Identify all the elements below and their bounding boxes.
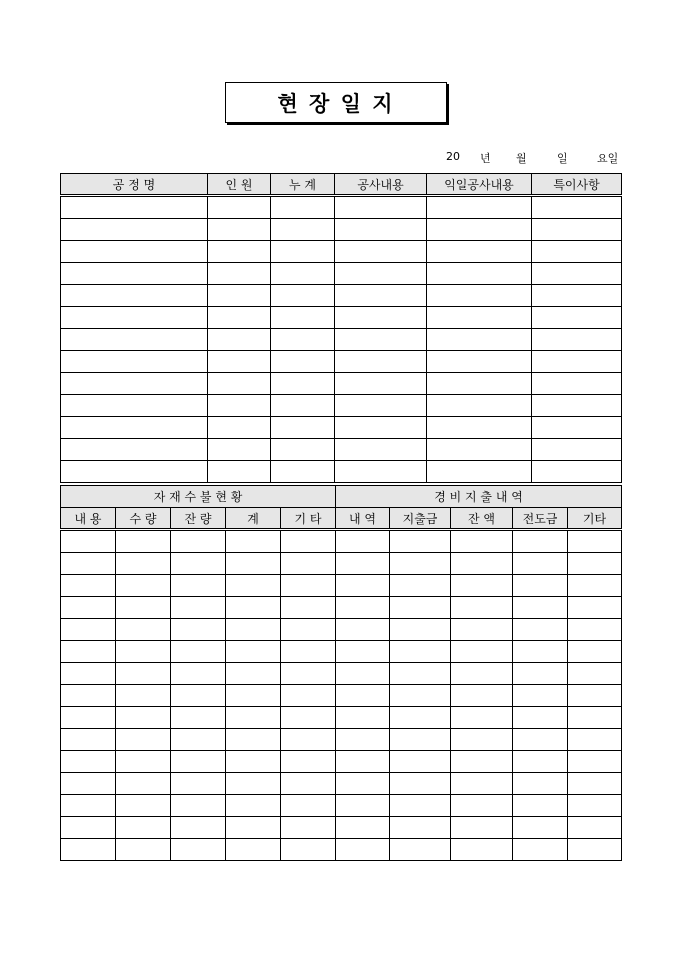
table-cell[interactable]	[427, 196, 532, 219]
table-cell[interactable]	[390, 817, 451, 839]
table-cell[interactable]	[513, 619, 568, 641]
work-log-row	[61, 439, 622, 461]
table-cell[interactable]	[568, 817, 622, 839]
date-year-label: 년	[480, 152, 491, 165]
table-cell[interactable]	[226, 619, 281, 641]
materials-expenses-row	[61, 795, 622, 817]
table-cell[interactable]	[451, 575, 513, 597]
work-log-row	[61, 329, 622, 351]
table-cell[interactable]	[390, 773, 451, 795]
table-cell[interactable]	[451, 773, 513, 795]
materials-header-total: 계	[226, 508, 281, 530]
table-cell[interactable]	[61, 795, 116, 817]
table-cell[interactable]	[532, 329, 622, 351]
table-cell[interactable]	[390, 641, 451, 663]
table-cell[interactable]	[335, 373, 427, 395]
table-cell[interactable]	[116, 795, 171, 817]
materials-expenses-header-row	[61, 508, 622, 530]
work-log-row	[61, 196, 622, 219]
table-cell[interactable]	[335, 196, 427, 219]
table-cell[interactable]	[208, 461, 271, 483]
materials-expenses-row	[61, 575, 622, 597]
table-cell[interactable]	[451, 553, 513, 575]
table-cell[interactable]	[451, 795, 513, 817]
table-cell[interactable]	[171, 619, 226, 641]
table-cell[interactable]	[171, 707, 226, 729]
table-cell[interactable]	[271, 307, 335, 329]
table-cell[interactable]	[226, 795, 281, 817]
table-cell[interactable]	[427, 373, 532, 395]
materials-expenses-row	[61, 817, 622, 839]
work-log-row	[61, 285, 622, 307]
work-log-row	[61, 263, 622, 285]
table-cell[interactable]	[281, 795, 336, 817]
table-cell[interactable]	[335, 285, 427, 307]
table-cell[interactable]	[427, 417, 532, 439]
table-cell[interactable]	[513, 751, 568, 773]
table-cell[interactable]	[336, 685, 390, 707]
table-cell[interactable]	[116, 597, 171, 619]
table-cell[interactable]	[61, 530, 116, 553]
table-cell[interactable]	[513, 553, 568, 575]
table-cell[interactable]	[61, 641, 116, 663]
expenses-header-balance: 잔 액	[451, 508, 513, 530]
table-cell[interactable]	[532, 219, 622, 241]
materials-expenses-row	[61, 751, 622, 773]
date-weekday-label: 요일	[597, 152, 619, 165]
table-cell[interactable]	[281, 751, 336, 773]
table-cell[interactable]	[335, 329, 427, 351]
table-cell[interactable]	[271, 373, 335, 395]
materials-expenses-row	[61, 773, 622, 795]
table-cell[interactable]	[61, 773, 116, 795]
table-cell[interactable]	[116, 663, 171, 685]
table-cell[interactable]	[427, 329, 532, 351]
table-cell[interactable]	[116, 839, 171, 861]
table-cell[interactable]	[451, 729, 513, 751]
document-title-box	[225, 82, 447, 123]
table-cell[interactable]	[171, 751, 226, 773]
table-cell[interactable]	[390, 707, 451, 729]
table-cell[interactable]	[451, 530, 513, 553]
materials-expenses-row	[61, 729, 622, 751]
table-cell[interactable]	[281, 575, 336, 597]
table-cell[interactable]	[451, 641, 513, 663]
table-cell[interactable]	[532, 285, 622, 307]
table-cell[interactable]	[568, 641, 622, 663]
table-cell[interactable]	[281, 641, 336, 663]
materials-expenses-row	[61, 553, 622, 575]
table-cell[interactable]	[116, 619, 171, 641]
table-cell[interactable]	[226, 597, 281, 619]
table-cell[interactable]	[116, 707, 171, 729]
table-cell[interactable]	[427, 219, 532, 241]
table-cell[interactable]	[61, 395, 208, 417]
work-log-row	[61, 219, 622, 241]
table-cell[interactable]	[568, 575, 622, 597]
header-process-name: 공 정 명	[61, 174, 208, 196]
materials-expenses-row	[61, 597, 622, 619]
table-cell[interactable]	[61, 461, 208, 483]
table-cell[interactable]	[208, 373, 271, 395]
table-cell[interactable]	[271, 329, 335, 351]
table-cell[interactable]	[271, 241, 335, 263]
table-cell[interactable]	[532, 351, 622, 373]
table-cell[interactable]	[226, 685, 281, 707]
table-cell[interactable]	[513, 685, 568, 707]
table-cell[interactable]	[281, 839, 336, 861]
table-cell[interactable]	[532, 196, 622, 219]
table-cell[interactable]	[171, 795, 226, 817]
table-cell[interactable]	[61, 285, 208, 307]
table-cell[interactable]	[281, 707, 336, 729]
table-cell[interactable]	[171, 663, 226, 685]
table-cell[interactable]	[171, 685, 226, 707]
table-cell[interactable]	[335, 417, 427, 439]
table-cell[interactable]	[271, 263, 335, 285]
table-cell[interactable]	[427, 395, 532, 417]
table-cell[interactable]	[61, 417, 208, 439]
expenses-header-other: 기타	[568, 508, 622, 530]
expenses-header-advance: 전도금	[513, 508, 568, 530]
table-cell[interactable]	[336, 817, 390, 839]
table-cell[interactable]	[336, 619, 390, 641]
table-cell[interactable]	[271, 417, 335, 439]
table-cell[interactable]	[568, 751, 622, 773]
table-cell[interactable]	[568, 685, 622, 707]
table-cell[interactable]	[532, 439, 622, 461]
materials-section-title: 자 재 수 불 현 황	[61, 486, 336, 508]
table-cell[interactable]	[226, 553, 281, 575]
expenses-section-title: 경 비 지 출 내 역	[336, 486, 622, 508]
work-log-row	[61, 307, 622, 329]
table-cell[interactable]	[390, 795, 451, 817]
materials-header-remaining: 잔 량	[171, 508, 226, 530]
table-cell[interactable]	[271, 196, 335, 219]
table-cell[interactable]	[171, 641, 226, 663]
table-cell[interactable]	[335, 461, 427, 483]
table-cell[interactable]	[61, 439, 208, 461]
table-cell[interactable]	[336, 641, 390, 663]
table-cell[interactable]	[61, 553, 116, 575]
table-cell[interactable]	[336, 530, 390, 553]
table-cell[interactable]	[513, 817, 568, 839]
table-cell[interactable]	[61, 817, 116, 839]
materials-expenses-row	[61, 839, 622, 861]
table-cell[interactable]	[281, 530, 336, 553]
table-cell[interactable]	[451, 597, 513, 619]
table-cell[interactable]	[61, 373, 208, 395]
table-cell[interactable]	[61, 307, 208, 329]
work-log-row	[61, 417, 622, 439]
materials-header-quantity: 수 량	[116, 508, 171, 530]
table-cell[interactable]	[451, 685, 513, 707]
table-cell[interactable]	[390, 729, 451, 751]
work-log-row	[61, 241, 622, 263]
table-cell[interactable]	[116, 817, 171, 839]
table-cell[interactable]	[336, 553, 390, 575]
table-cell[interactable]	[336, 729, 390, 751]
table-cell[interactable]	[427, 285, 532, 307]
table-cell[interactable]	[281, 773, 336, 795]
table-cell[interactable]	[208, 351, 271, 373]
table-cell[interactable]	[271, 219, 335, 241]
materials-expenses-row	[61, 641, 622, 663]
table-cell[interactable]	[451, 663, 513, 685]
table-cell[interactable]	[532, 461, 622, 483]
table-cell[interactable]	[451, 839, 513, 861]
table-cell[interactable]	[61, 751, 116, 773]
table-cell[interactable]	[61, 575, 116, 597]
table-cell[interactable]	[336, 751, 390, 773]
table-cell[interactable]	[61, 351, 208, 373]
table-cell[interactable]	[336, 795, 390, 817]
table-cell[interactable]	[116, 729, 171, 751]
materials-expenses-row	[61, 663, 622, 685]
table-cell[interactable]	[568, 839, 622, 861]
table-cell[interactable]	[532, 417, 622, 439]
table-cell[interactable]	[390, 839, 451, 861]
header-personnel: 인 원	[208, 174, 271, 196]
table-cell[interactable]	[568, 773, 622, 795]
table-cell[interactable]	[208, 241, 271, 263]
expenses-header-expenditure: 지출금	[390, 508, 451, 530]
table-cell[interactable]	[61, 707, 116, 729]
date-day-label: 일	[557, 152, 568, 165]
table-cell[interactable]	[61, 685, 116, 707]
table-cell[interactable]	[568, 795, 622, 817]
table-cell[interactable]	[513, 575, 568, 597]
table-cell[interactable]	[281, 619, 336, 641]
table-cell[interactable]	[171, 729, 226, 751]
table-cell[interactable]	[335, 351, 427, 373]
table-cell[interactable]	[171, 530, 226, 553]
table-cell[interactable]	[226, 751, 281, 773]
table-cell[interactable]	[427, 263, 532, 285]
table-cell[interactable]	[226, 575, 281, 597]
materials-expenses-row	[61, 619, 622, 641]
table-cell[interactable]	[532, 263, 622, 285]
table-cell[interactable]	[568, 530, 622, 553]
table-cell[interactable]	[390, 575, 451, 597]
table-cell[interactable]	[61, 219, 208, 241]
table-cell[interactable]	[61, 329, 208, 351]
table-cell[interactable]	[568, 553, 622, 575]
table-cell[interactable]	[451, 751, 513, 773]
materials-header-other: 기 타	[281, 508, 336, 530]
table-cell[interactable]	[271, 439, 335, 461]
table-cell[interactable]	[281, 685, 336, 707]
table-cell[interactable]	[116, 685, 171, 707]
table-cell[interactable]	[208, 307, 271, 329]
table-cell[interactable]	[226, 707, 281, 729]
work-log-row	[61, 461, 622, 483]
table-cell[interactable]	[116, 773, 171, 795]
header-work-content: 공사내용	[335, 174, 427, 196]
table-cell[interactable]	[171, 773, 226, 795]
table-cell[interactable]	[116, 751, 171, 773]
table-cell[interactable]	[513, 729, 568, 751]
table-cell[interactable]	[335, 241, 427, 263]
table-cell[interactable]	[336, 597, 390, 619]
table-cell[interactable]	[226, 773, 281, 795]
table-cell[interactable]	[61, 241, 208, 263]
table-cell[interactable]	[568, 707, 622, 729]
table-cell[interactable]	[532, 307, 622, 329]
table-cell[interactable]	[390, 530, 451, 553]
table-cell[interactable]	[271, 285, 335, 307]
table-cell[interactable]	[568, 619, 622, 641]
table-cell[interactable]	[208, 219, 271, 241]
materials-expenses-table	[60, 485, 622, 861]
table-cell[interactable]	[336, 663, 390, 685]
table-cell[interactable]	[335, 219, 427, 241]
table-cell[interactable]	[427, 307, 532, 329]
date-year-prefix: 20	[446, 150, 460, 163]
table-cell[interactable]	[336, 773, 390, 795]
document-title: 현 장 일 지	[277, 90, 395, 116]
table-cell[interactable]	[513, 839, 568, 861]
table-cell[interactable]	[281, 817, 336, 839]
materials-expenses-row	[61, 685, 622, 707]
table-cell[interactable]	[390, 685, 451, 707]
table-cell[interactable]	[116, 641, 171, 663]
table-cell[interactable]	[171, 839, 226, 861]
table-cell[interactable]	[61, 663, 116, 685]
table-cell[interactable]	[208, 395, 271, 417]
table-cell[interactable]	[281, 597, 336, 619]
work-log-header-row	[61, 174, 622, 196]
table-cell[interactable]	[61, 619, 116, 641]
table-cell[interactable]	[208, 329, 271, 351]
table-cell[interactable]	[226, 663, 281, 685]
table-cell[interactable]	[226, 839, 281, 861]
expenses-header-details: 내 역	[336, 508, 390, 530]
table-cell[interactable]	[208, 439, 271, 461]
table-cell[interactable]	[451, 619, 513, 641]
table-cell[interactable]	[226, 817, 281, 839]
table-cell[interactable]	[513, 773, 568, 795]
table-cell[interactable]	[61, 729, 116, 751]
table-cell[interactable]	[208, 285, 271, 307]
table-cell[interactable]	[208, 196, 271, 219]
materials-expenses-row	[61, 530, 622, 553]
header-cumulative: 누 계	[271, 174, 335, 196]
table-cell[interactable]	[532, 241, 622, 263]
table-cell[interactable]	[390, 751, 451, 773]
materials-header-content: 내 용	[61, 508, 116, 530]
table-cell[interactable]	[281, 553, 336, 575]
table-cell[interactable]	[335, 395, 427, 417]
table-cell[interactable]	[390, 663, 451, 685]
table-cell[interactable]	[335, 263, 427, 285]
table-cell[interactable]	[61, 263, 208, 285]
table-cell[interactable]	[513, 641, 568, 663]
table-cell[interactable]	[427, 461, 532, 483]
table-cell[interactable]	[532, 395, 622, 417]
table-cell[interactable]	[513, 795, 568, 817]
table-cell[interactable]	[513, 530, 568, 553]
table-cell[interactable]	[390, 619, 451, 641]
table-cell[interactable]	[513, 707, 568, 729]
header-remarks: 특이사항	[532, 174, 622, 196]
table-cell[interactable]	[532, 373, 622, 395]
table-cell[interactable]	[390, 597, 451, 619]
table-cell[interactable]	[208, 263, 271, 285]
table-cell[interactable]	[568, 597, 622, 619]
table-cell[interactable]	[427, 439, 532, 461]
table-cell[interactable]	[336, 707, 390, 729]
section-header-row	[61, 486, 622, 508]
work-log-table	[60, 173, 622, 483]
date-month-label: 월	[516, 152, 527, 165]
header-next-day-work: 익일공사내용	[427, 174, 532, 196]
table-cell[interactable]	[427, 351, 532, 373]
table-cell[interactable]	[513, 597, 568, 619]
table-cell[interactable]	[568, 663, 622, 685]
table-cell[interactable]	[336, 575, 390, 597]
table-cell[interactable]	[271, 395, 335, 417]
table-cell[interactable]	[427, 241, 532, 263]
table-cell[interactable]	[61, 839, 116, 861]
table-cell[interactable]	[335, 307, 427, 329]
table-cell[interactable]	[451, 817, 513, 839]
table-cell[interactable]	[336, 839, 390, 861]
table-cell[interactable]	[335, 439, 427, 461]
materials-expenses-row	[61, 707, 622, 729]
table-cell[interactable]	[281, 729, 336, 751]
table-cell[interactable]	[171, 553, 226, 575]
table-cell[interactable]	[116, 553, 171, 575]
table-cell[interactable]	[208, 417, 271, 439]
table-cell[interactable]	[226, 641, 281, 663]
table-cell[interactable]	[568, 729, 622, 751]
work-log-row	[61, 351, 622, 373]
table-cell[interactable]	[513, 663, 568, 685]
table-cell[interactable]	[61, 196, 208, 219]
table-cell[interactable]	[271, 351, 335, 373]
table-cell[interactable]	[61, 597, 116, 619]
table-cell[interactable]	[116, 575, 171, 597]
table-cell[interactable]	[226, 530, 281, 553]
table-cell[interactable]	[171, 597, 226, 619]
table-cell[interactable]	[390, 553, 451, 575]
table-cell[interactable]	[171, 817, 226, 839]
table-cell[interactable]	[281, 663, 336, 685]
table-cell[interactable]	[171, 575, 226, 597]
table-cell[interactable]	[116, 530, 171, 553]
table-cell[interactable]	[271, 461, 335, 483]
table-cell[interactable]	[451, 707, 513, 729]
work-log-row	[61, 373, 622, 395]
table-cell[interactable]	[226, 729, 281, 751]
work-log-row	[61, 395, 622, 417]
